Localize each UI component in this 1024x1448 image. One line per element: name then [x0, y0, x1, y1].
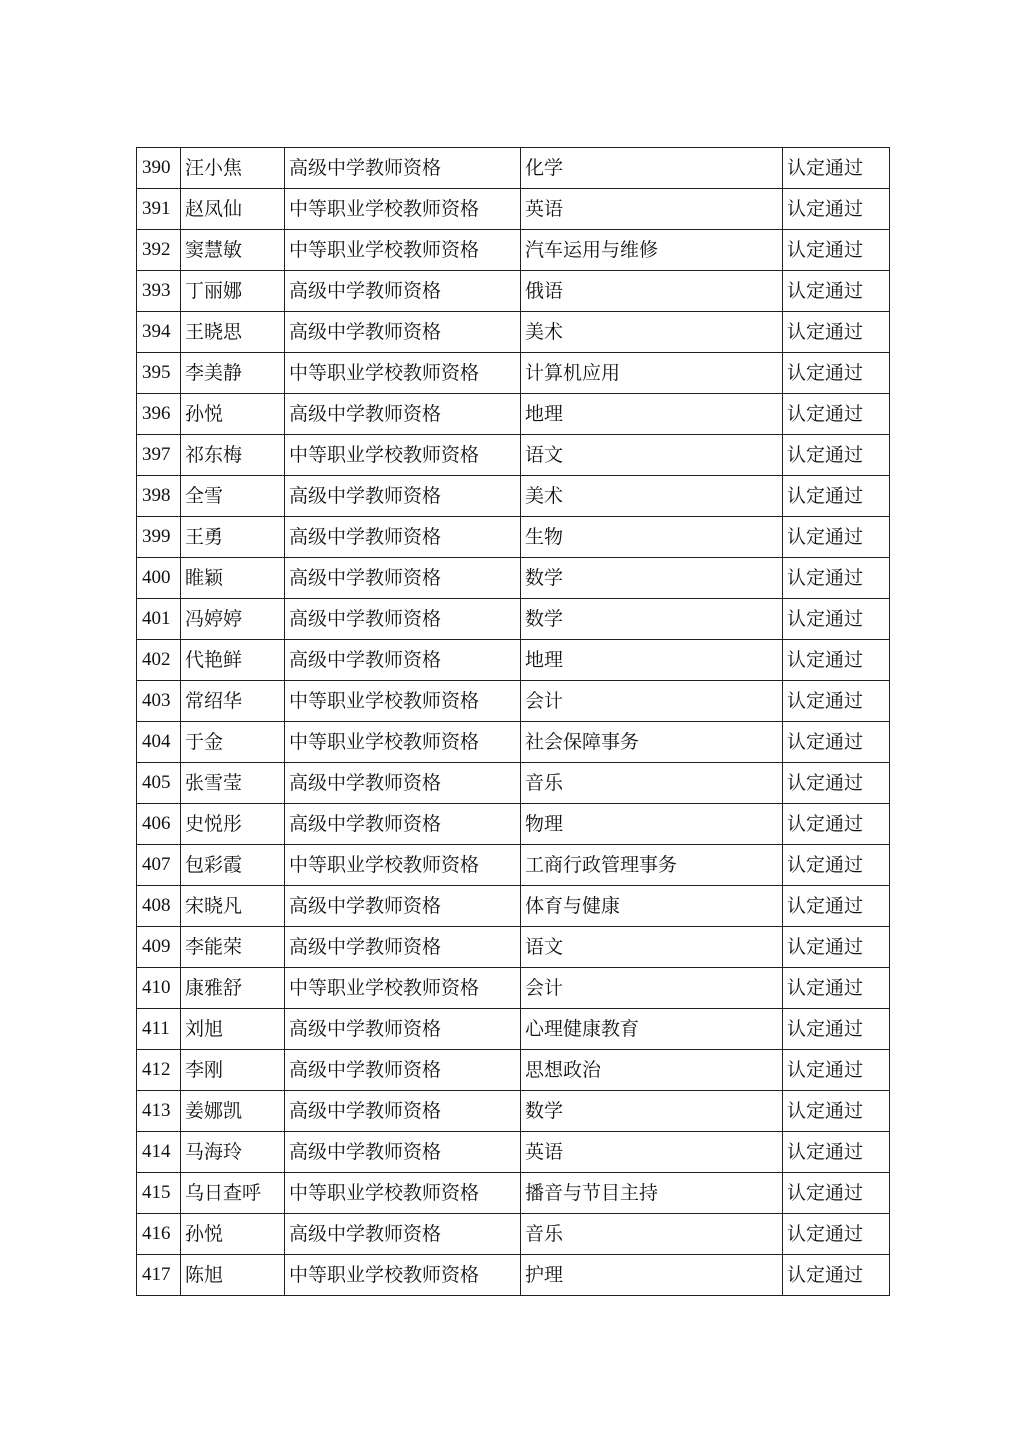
result-status-cell: 认定通过 — [783, 968, 890, 1009]
subject-cell: 英语 — [521, 189, 783, 230]
table-row — [137, 804, 890, 845]
subject-cell: 社会保障事务 — [521, 722, 783, 763]
subject-cell: 俄语 — [521, 271, 783, 312]
person-name-cell: 李刚 — [181, 1050, 285, 1091]
qualification-type-cell: 高级中学教师资格 — [285, 271, 521, 312]
person-name-cell: 孙悦 — [181, 394, 285, 435]
subject-cell: 会计 — [521, 968, 783, 1009]
row-number-cell: 399 — [137, 517, 181, 558]
qualification-type-cell: 高级中学教师资格 — [285, 517, 521, 558]
table-row — [137, 558, 890, 599]
result-status-cell: 认定通过 — [783, 1255, 890, 1296]
result-status-cell: 认定通过 — [783, 148, 890, 189]
row-number-cell: 407 — [137, 845, 181, 886]
qualification-type-cell: 高级中学教师资格 — [285, 476, 521, 517]
subject-cell: 音乐 — [521, 1214, 783, 1255]
result-status-cell: 认定通过 — [783, 681, 890, 722]
qualification-type-cell: 中等职业学校教师资格 — [285, 968, 521, 1009]
result-status-cell: 认定通过 — [783, 1214, 890, 1255]
result-status-cell: 认定通过 — [783, 886, 890, 927]
table-row — [137, 968, 890, 1009]
result-status-cell: 认定通过 — [783, 476, 890, 517]
result-status-cell: 认定通过 — [783, 1009, 890, 1050]
result-status-cell: 认定通过 — [783, 394, 890, 435]
row-number-cell: 392 — [137, 230, 181, 271]
subject-cell: 音乐 — [521, 763, 783, 804]
subject-cell: 数学 — [521, 599, 783, 640]
table-row — [137, 599, 890, 640]
table-row — [137, 394, 890, 435]
table-row — [137, 681, 890, 722]
subject-cell: 会计 — [521, 681, 783, 722]
row-number-cell: 406 — [137, 804, 181, 845]
subject-cell: 数学 — [521, 558, 783, 599]
result-status-cell: 认定通过 — [783, 312, 890, 353]
person-name-cell: 马海玲 — [181, 1132, 285, 1173]
person-name-cell: 赵凤仙 — [181, 189, 285, 230]
qualification-type-cell: 高级中学教师资格 — [285, 804, 521, 845]
qualification-type-cell: 高级中学教师资格 — [285, 1214, 521, 1255]
table-row — [137, 927, 890, 968]
subject-cell: 护理 — [521, 1255, 783, 1296]
person-name-cell: 姜娜凯 — [181, 1091, 285, 1132]
subject-cell: 美术 — [521, 476, 783, 517]
qualification-type-cell: 高级中学教师资格 — [285, 599, 521, 640]
qualification-type-cell: 中等职业学校教师资格 — [285, 189, 521, 230]
table-row — [137, 312, 890, 353]
person-name-cell: 李能荣 — [181, 927, 285, 968]
result-status-cell: 认定通过 — [783, 804, 890, 845]
person-name-cell: 康雅舒 — [181, 968, 285, 1009]
subject-cell: 工商行政管理事务 — [521, 845, 783, 886]
person-name-cell: 张雪莹 — [181, 763, 285, 804]
row-number-cell: 408 — [137, 886, 181, 927]
table-row — [137, 189, 890, 230]
result-status-cell: 认定通过 — [783, 599, 890, 640]
qualification-type-cell: 高级中学教师资格 — [285, 558, 521, 599]
table-row — [137, 640, 890, 681]
row-number-cell: 409 — [137, 927, 181, 968]
result-status-cell: 认定通过 — [783, 1091, 890, 1132]
qualification-type-cell: 高级中学教师资格 — [285, 927, 521, 968]
subject-cell: 思想政治 — [521, 1050, 783, 1091]
result-status-cell: 认定通过 — [783, 1132, 890, 1173]
row-number-cell: 403 — [137, 681, 181, 722]
qualification-type-cell: 中等职业学校教师资格 — [285, 681, 521, 722]
result-status-cell: 认定通过 — [783, 353, 890, 394]
result-status-cell: 认定通过 — [783, 640, 890, 681]
table-row — [137, 353, 890, 394]
row-number-cell: 411 — [137, 1009, 181, 1050]
subject-cell: 生物 — [521, 517, 783, 558]
table-row — [137, 886, 890, 927]
result-status-cell: 认定通过 — [783, 435, 890, 476]
person-name-cell: 史悦彤 — [181, 804, 285, 845]
qualification-type-cell: 高级中学教师资格 — [285, 763, 521, 804]
table-row — [137, 763, 890, 804]
qualification-type-cell: 中等职业学校教师资格 — [285, 353, 521, 394]
subject-cell: 语文 — [521, 927, 783, 968]
result-status-cell: 认定通过 — [783, 558, 890, 599]
result-status-cell: 认定通过 — [783, 1050, 890, 1091]
qualification-type-cell: 中等职业学校教师资格 — [285, 722, 521, 763]
qualification-type-cell: 高级中学教师资格 — [285, 1132, 521, 1173]
subject-cell: 计算机应用 — [521, 353, 783, 394]
row-number-cell: 395 — [137, 353, 181, 394]
row-number-cell: 402 — [137, 640, 181, 681]
table-row — [137, 1255, 890, 1296]
subject-cell: 心理健康教育 — [521, 1009, 783, 1050]
subject-cell: 语文 — [521, 435, 783, 476]
qualification-type-cell: 高级中学教师资格 — [285, 312, 521, 353]
person-name-cell: 窦慧敏 — [181, 230, 285, 271]
row-number-cell: 416 — [137, 1214, 181, 1255]
qualification-type-cell: 高级中学教师资格 — [285, 148, 521, 189]
table-row — [137, 722, 890, 763]
person-name-cell: 刘旭 — [181, 1009, 285, 1050]
row-number-cell: 401 — [137, 599, 181, 640]
result-status-cell: 认定通过 — [783, 722, 890, 763]
table-row — [137, 1173, 890, 1214]
row-number-cell: 397 — [137, 435, 181, 476]
person-name-cell: 祁东梅 — [181, 435, 285, 476]
row-number-cell: 405 — [137, 763, 181, 804]
person-name-cell: 王晓思 — [181, 312, 285, 353]
result-status-cell: 认定通过 — [783, 763, 890, 804]
subject-cell: 播音与节目主持 — [521, 1173, 783, 1214]
qualification-type-cell: 高级中学教师资格 — [285, 1009, 521, 1050]
table-row — [137, 148, 890, 189]
table-row — [137, 1009, 890, 1050]
table-row — [137, 517, 890, 558]
result-status-cell: 认定通过 — [783, 271, 890, 312]
person-name-cell: 全雪 — [181, 476, 285, 517]
qualification-type-cell: 高级中学教师资格 — [285, 640, 521, 681]
result-status-cell: 认定通过 — [783, 927, 890, 968]
person-name-cell: 王勇 — [181, 517, 285, 558]
result-status-cell: 认定通过 — [783, 845, 890, 886]
table-row — [137, 476, 890, 517]
subject-cell: 美术 — [521, 312, 783, 353]
subject-cell: 数学 — [521, 1091, 783, 1132]
person-name-cell: 汪小焦 — [181, 148, 285, 189]
table-row — [137, 1050, 890, 1091]
table-row — [137, 230, 890, 271]
row-number-cell: 404 — [137, 722, 181, 763]
person-name-cell: 宋晓凡 — [181, 886, 285, 927]
person-name-cell: 代艳鲜 — [181, 640, 285, 681]
row-number-cell: 393 — [137, 271, 181, 312]
row-number-cell: 394 — [137, 312, 181, 353]
person-name-cell: 于金 — [181, 722, 285, 763]
row-number-cell: 415 — [137, 1173, 181, 1214]
subject-cell: 体育与健康 — [521, 886, 783, 927]
qualification-type-cell: 高级中学教师资格 — [285, 886, 521, 927]
result-status-cell: 认定通过 — [783, 1173, 890, 1214]
qualification-type-cell: 中等职业学校教师资格 — [285, 1173, 521, 1214]
qualification-type-cell: 高级中学教师资格 — [285, 1050, 521, 1091]
subject-cell: 物理 — [521, 804, 783, 845]
qualification-type-cell: 中等职业学校教师资格 — [285, 230, 521, 271]
qualification-table-body — [137, 148, 890, 1296]
result-status-cell: 认定通过 — [783, 517, 890, 558]
person-name-cell: 包彩霞 — [181, 845, 285, 886]
row-number-cell: 410 — [137, 968, 181, 1009]
table-row — [137, 435, 890, 476]
qualification-type-cell: 高级中学教师资格 — [285, 1091, 521, 1132]
row-number-cell: 396 — [137, 394, 181, 435]
subject-cell: 汽车运用与维修 — [521, 230, 783, 271]
result-status-cell: 认定通过 — [783, 189, 890, 230]
row-number-cell: 391 — [137, 189, 181, 230]
row-number-cell: 398 — [137, 476, 181, 517]
qualification-type-cell: 高级中学教师资格 — [285, 394, 521, 435]
qualification-table — [136, 147, 890, 1296]
person-name-cell: 李美静 — [181, 353, 285, 394]
table-row — [137, 1091, 890, 1132]
person-name-cell: 睢颖 — [181, 558, 285, 599]
person-name-cell: 乌日查呼 — [181, 1173, 285, 1214]
person-name-cell: 陈旭 — [181, 1255, 285, 1296]
row-number-cell: 413 — [137, 1091, 181, 1132]
person-name-cell: 孙悦 — [181, 1214, 285, 1255]
person-name-cell: 丁丽娜 — [181, 271, 285, 312]
table-row — [137, 1132, 890, 1173]
qualification-type-cell: 中等职业学校教师资格 — [285, 845, 521, 886]
qualification-type-cell: 中等职业学校教师资格 — [285, 1255, 521, 1296]
subject-cell: 地理 — [521, 640, 783, 681]
result-status-cell: 认定通过 — [783, 230, 890, 271]
person-name-cell: 常绍华 — [181, 681, 285, 722]
qualification-type-cell: 中等职业学校教师资格 — [285, 435, 521, 476]
person-name-cell: 冯婷婷 — [181, 599, 285, 640]
row-number-cell: 400 — [137, 558, 181, 599]
row-number-cell: 417 — [137, 1255, 181, 1296]
subject-cell: 化学 — [521, 148, 783, 189]
table-row — [137, 1214, 890, 1255]
row-number-cell: 390 — [137, 148, 181, 189]
table-row — [137, 845, 890, 886]
subject-cell: 英语 — [521, 1132, 783, 1173]
subject-cell: 地理 — [521, 394, 783, 435]
table-row — [137, 271, 890, 312]
row-number-cell: 412 — [137, 1050, 181, 1091]
row-number-cell: 414 — [137, 1132, 181, 1173]
